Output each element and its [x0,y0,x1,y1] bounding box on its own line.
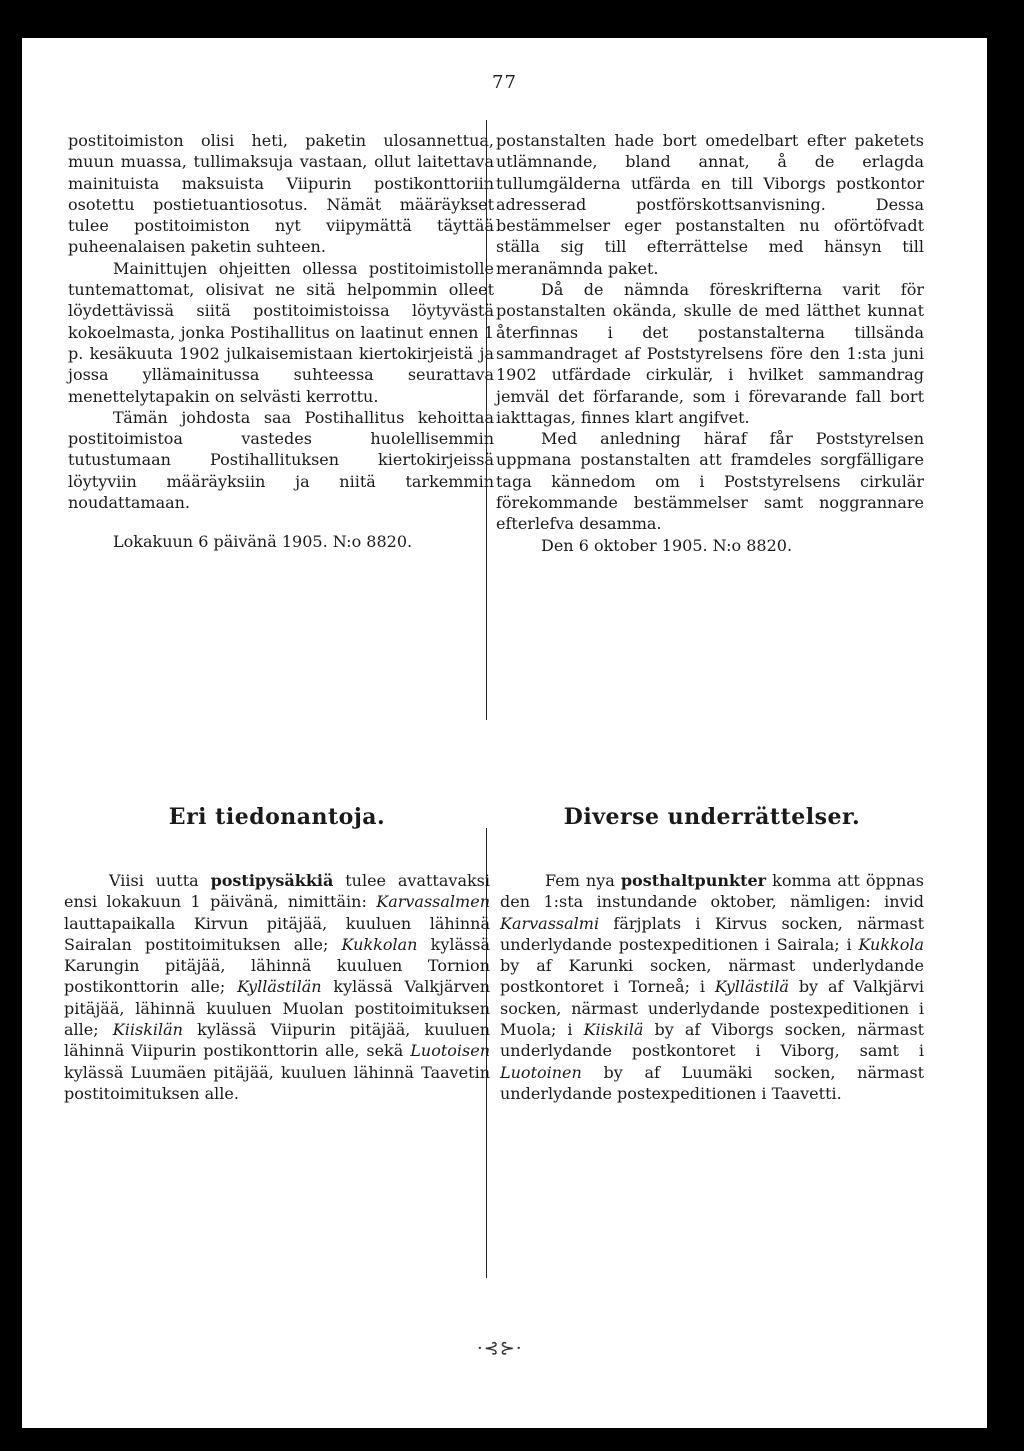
date-signature: Den 6 oktober 1905. N:o 8820. [541,535,793,555]
text-span: kylässä Luumäen pitäjää, kuuluen lähinnä Taavetin postitoimituksen alle. [64,1062,490,1103]
paragraph: Tämän johdosta saa Postihallitus kehoittaa postitoimistoa vastedes huolellisemmin tutustumaan Postihallituksen kiertokirjeissä löytyviin määräyksiin ja niitä tarkemmin noudattamaan. [68,407,494,513]
place-name: Kiiskilä [583,1020,644,1040]
text-span: Viisi uutta [109,871,211,890]
date-signature: Lokakuun 6 päivänä 1905. N:o 8820. [113,532,413,552]
text-span: Fem nya [545,871,621,890]
place-name: Karvassalmi [500,913,600,933]
place-name: Kukkola [858,934,924,954]
bold-term: posthaltpunkter [620,871,767,890]
bold-term: postipysäkkiä [210,871,334,890]
text-span: tulee avattavaksi ensi lokakuun 1 päivänä, nimittäin: [64,871,490,912]
text-span: kylässä Karungin pitäjää, lähinnä kuuluen Tornion postikonttorin alle; [64,934,490,997]
text-span: kylässä Viipurin pitäjää, kuuluen lähinnä Viipurin postikonttorin alle, sekä [64,1020,491,1061]
text-span: färjplats i Kirvus socken, närmast underlydande postexpeditionen i Sairala; i [500,913,924,954]
paragraph: Med anledning häraf får Poststyrelsen uppmana postanstalten att framdeles sorgfälligare taga kännedom om i Poststyrelsens cirkulär förekommande bestämmelser samt noggrannare efterlefva desamma. [496,429,924,534]
section-heading-swedish: Diverse underrättelser. [563,804,861,830]
finnish-notice-column [68,130,494,553]
place-name: Kyllästilä [714,977,789,997]
text-span: kylässä Valkjärven pitäjää, lähinnä kuuluen Muolan postitoimituksen alle; [64,977,490,1040]
text-span: by af Valkjärvi socken, närmast underlydande postexpeditionen i Muola; i [500,977,925,1040]
text-span: komma att öppnas den 1:sta instundande oktober, nämligen: invid [500,871,924,912]
place-name: Kiiskilän [112,1020,183,1040]
paragraph: Då de nämnda föreskrifterna varit för postanstalten okända, skulle de med lätthet kunnat återfinnas i det postanstalterna tillsända sammandraget af Poststyrelsens före den 1:sta juni 1902 utfärdade cirkulär, i hvilket sammandrag jemväl det förfarande, som i förevarande fall bort iakttagas, finnes klart angifvet. [496,280,924,427]
text-span: lauttapaikalla Kirvun pitäjää, kuuluen lähinnä Sairalan postitoimituksen alle; [64,913,490,954]
paragraph: postanstalten hade bort omedelbart efter paketets utlämnande, bland annat, å de erlagda tullumgälderna utfärda en till Viborgs postkontor adresserad postförskottsanvisning. Dessa bestämmelser eger postanstalten nu oförtöfvadt ställa sig till efterrättelse med hänsyn till meranämnda paket. [496,131,924,278]
place-name: Karvassalmen [376,892,490,912]
text-span: by af Karunki socken, närmast underlydande postkontoret i Torneå; i [500,956,924,997]
announcement-paragraph [500,870,924,1104]
ornament-flourish: ·⊰⊱· [477,1338,523,1359]
place-name: Luotoisen [410,1041,490,1061]
section-heading-finnish: Eri tiedonantoja. [168,804,386,830]
swedish-announcement-column [500,870,924,1104]
place-name: Luotoinen [500,1062,582,1082]
paragraph: postitoimiston olisi heti, paketin ulosannettua, muun muassa, tullimaksuja vastaan, ollut laitettava mainituista maksuista Viipurin postikonttoriin osotettu postietuantiosotus. Nämät määräykset tulee postitoimiston nyt viipymättä täyttää puheenalaisen paketin suhteen. [68,131,494,257]
place-name: Kukkolan [341,934,418,954]
swedish-notice-column [496,130,924,556]
page-number: 77 [492,72,517,93]
finnish-announcement-column [64,870,490,1104]
text-span: by af Viborgs socken, närmast underlydande postkontoret i Viborg, samt i [500,1020,924,1061]
paragraph: Mainittujen ohjeitten ollessa postitoimistolle tuntemattomat, olisivat ne sitä helpommin olleet löydettävissä siitä postitoimistoissa löytyvästä kokoelmasta, jonka Postihallitus on laatinut ennen 1 p. kesäkuuta 1902 julkaisemistaan kiertokirjeistä ja jossa yllämainitussa suhteessa seurattava menettelytapakin on selvästi kerrottu. [68,258,494,406]
announcement-paragraph [64,870,490,1104]
text-span: by af Luumäki socken, närmast underlydande postexpeditionen i Taavetti. [500,1062,924,1103]
place-name: Kyllästilän [237,977,322,997]
document-page [22,38,987,1428]
